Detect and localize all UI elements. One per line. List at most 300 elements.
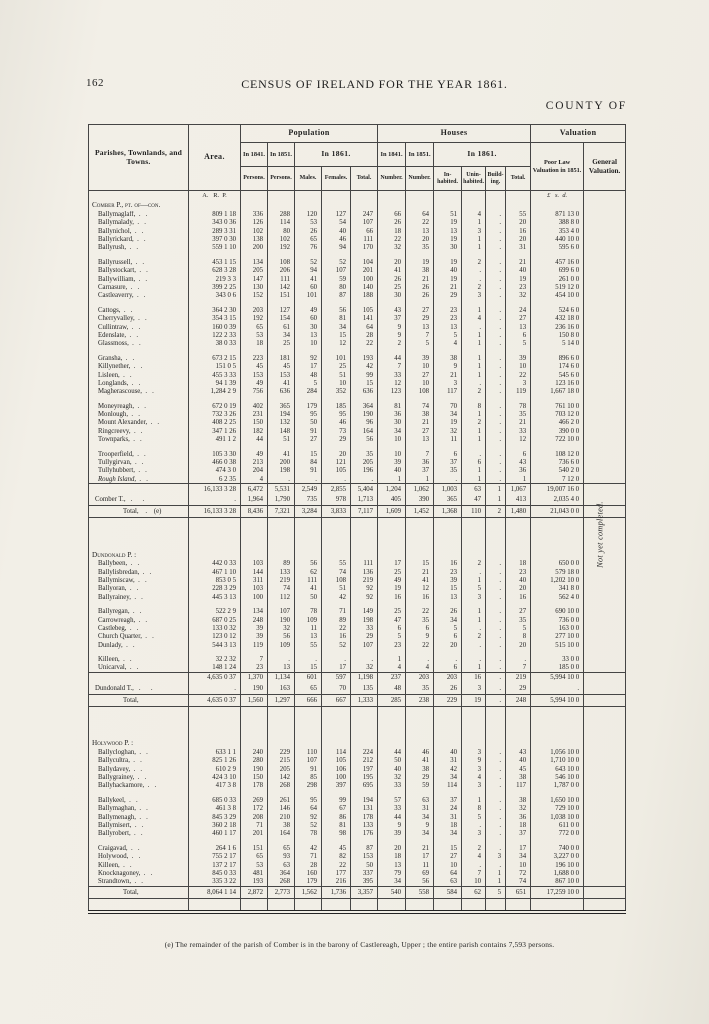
- area-cell: 219 3 3: [189, 275, 241, 283]
- units-row: [89, 191, 626, 201]
- inhabited-cell: 6: [434, 633, 462, 641]
- building-cell: .: [486, 388, 506, 396]
- building-cell: 1: [486, 870, 506, 878]
- general-valuation-cell: [584, 782, 626, 790]
- townland-name-cell: Ballywilliam, . .: [89, 275, 189, 283]
- males-cell: 28: [295, 861, 322, 869]
- pop-1851-cell: 194: [268, 411, 295, 419]
- pop-1841-cell: 119: [241, 641, 268, 649]
- pop-1851-cell: 13: [268, 664, 295, 672]
- pop-1841-cell: 23: [241, 664, 268, 672]
- males-cell: 94: [295, 267, 322, 275]
- table-row: [89, 656, 626, 664]
- poor-law-valuation-cell: 1,667 18 0: [531, 388, 584, 396]
- poor-law-valuation-cell: 519 12 0: [531, 284, 584, 292]
- building-cell: 3: [486, 853, 506, 861]
- houses-1851-cell: 38: [406, 411, 434, 419]
- poor-law-valuation-cell: 690 10 0: [531, 608, 584, 616]
- building-cell: 2: [486, 506, 506, 518]
- uninhabited-cell: 3: [462, 830, 486, 838]
- townland-name-cell: Gransha, . .: [89, 354, 189, 362]
- houses-1851-cell: 41: [406, 757, 434, 765]
- uninhabited-cell: 2: [462, 560, 486, 568]
- pop-total-cell: 1,713: [351, 495, 378, 506]
- inhabited-cell: 63: [434, 878, 462, 886]
- area-cell: 685 0 33: [189, 796, 241, 804]
- houses-1851-cell: [406, 898, 434, 912]
- pop-1841-cell: 65: [241, 853, 268, 861]
- pop-1851-cell: [268, 201, 295, 211]
- uninhabited-cell: 1: [462, 340, 486, 348]
- townland-name-cell: Ballykeel, . .: [89, 796, 189, 804]
- houses-1851-cell: 1: [406, 475, 434, 483]
- pop-1851-cell: 261: [268, 796, 295, 804]
- males-cell: 60: [295, 284, 322, 292]
- males-cell: .: [295, 475, 322, 483]
- houses-total-cell: [506, 707, 531, 739]
- pop-1841-cell: 172: [241, 805, 268, 813]
- general-valuation-cell: [584, 267, 626, 275]
- pop-1851-cell: 132: [268, 419, 295, 427]
- houses-1851-cell: 22: [406, 608, 434, 616]
- pop-1841-cell: 102: [241, 227, 268, 235]
- houses-1841-cell: 26: [378, 219, 406, 227]
- general-valuation-cell: [584, 227, 626, 235]
- total-row: [89, 506, 626, 518]
- houses-1851-cell: 27: [406, 427, 434, 435]
- poor-law-valuation-cell: 761 10 0: [531, 402, 584, 410]
- houses-total-cell: [506, 898, 531, 912]
- houses-total-cell: 1: [506, 475, 531, 483]
- pop-1851-cell: 181: [268, 354, 295, 362]
- general-valuation-cell: [584, 211, 626, 219]
- poor-law-valuation-cell: 540 2 0: [531, 467, 584, 475]
- pop-total-cell: 107: [351, 219, 378, 227]
- pop-1841-cell: 269: [241, 796, 268, 804]
- table-row: [89, 782, 626, 790]
- pop-total-cell: .: [351, 475, 378, 483]
- poor-law-valuation-cell: 867 10 0: [531, 878, 584, 886]
- general-valuation-cell: [584, 340, 626, 348]
- houses-1841-cell: 20: [378, 258, 406, 266]
- inhabited-cell: 26: [434, 608, 462, 616]
- pop-total-cell: 153: [351, 853, 378, 861]
- pop-1841-cell: 147: [241, 275, 268, 283]
- header-group-population: Population: [241, 125, 378, 143]
- table-row: [89, 796, 626, 804]
- houses-1841-cell: 19: [378, 585, 406, 593]
- table-row: [89, 822, 626, 830]
- inhabited-cell: 9: [434, 363, 462, 371]
- houses-1841-cell: 6: [378, 625, 406, 633]
- poor-law-valuation-cell: 2,035 4 0: [531, 495, 584, 506]
- males-cell: 84: [295, 459, 322, 467]
- townland-name-cell: Unicarval, . .: [89, 664, 189, 672]
- houses-1851-cell: 39: [406, 354, 434, 362]
- townland-name-cell: Ballymaghan, . .: [89, 805, 189, 813]
- header-houses-1851: In 1851.: [406, 143, 434, 167]
- females-cell: 3,833: [322, 506, 351, 518]
- general-valuation-cell: [584, 813, 626, 821]
- pop-1851-cell: 142: [268, 774, 295, 782]
- area-cell: 94 1 39: [189, 380, 241, 388]
- table-row: [89, 436, 626, 444]
- header-general-valuation: General Valuation.: [584, 143, 626, 191]
- pop-1841-cell: 39: [241, 625, 268, 633]
- uninhabited-cell: [462, 201, 486, 211]
- building-cell: .: [486, 419, 506, 427]
- houses-1841-cell: 25: [378, 284, 406, 292]
- town-row: [89, 495, 626, 506]
- pop-1841-cell: 203: [241, 306, 268, 314]
- females-cell: 16: [322, 633, 351, 641]
- building-cell: .: [486, 664, 506, 672]
- building-cell: .: [486, 340, 506, 348]
- table-row: [89, 475, 626, 483]
- houses-total-cell: 72: [506, 870, 531, 878]
- townland-name-cell: Dunlady, . .: [89, 641, 189, 649]
- females-cell: [322, 191, 351, 201]
- pop-total-cell: 195: [351, 774, 378, 782]
- area-cell: 544 3 13: [189, 641, 241, 649]
- uninhabited-cell: .: [462, 656, 486, 664]
- table-row: [89, 633, 626, 641]
- uninhabited-cell: 110: [462, 506, 486, 518]
- pop-1841-cell: 2,872: [241, 886, 268, 898]
- females-cell: 99: [322, 796, 351, 804]
- area-cell: 6 2 35: [189, 475, 241, 483]
- females-cell: 51: [322, 585, 351, 593]
- inhabited-cell: 117: [434, 388, 462, 396]
- building-cell: .: [486, 805, 506, 813]
- area-cell: 466 0 38: [189, 459, 241, 467]
- uninhabited-cell: 5: [462, 585, 486, 593]
- females-cell: 12: [322, 340, 351, 348]
- males-cell: 101: [295, 292, 322, 300]
- general-valuation-cell: [584, 284, 626, 292]
- pop-1841-cell: [241, 518, 268, 550]
- houses-total-cell: 23: [506, 284, 531, 292]
- header-pop-1851: In 1851.: [268, 143, 295, 167]
- area-cell: 455 3 33: [189, 371, 241, 379]
- houses-total-cell: 27: [506, 315, 531, 323]
- females-cell: 2,855: [322, 484, 351, 495]
- pop-1841-cell: 6,472: [241, 484, 268, 495]
- townland-name-cell: Ballyrussell, . .: [89, 258, 189, 266]
- houses-1841-cell: 18: [378, 853, 406, 861]
- poor-law-valuation-cell: .: [531, 684, 584, 695]
- houses-total-cell: 117: [506, 782, 531, 790]
- uninhabited-cell: 1: [462, 244, 486, 252]
- general-valuation-cell: [584, 191, 626, 201]
- pop-1851-cell: 200: [268, 459, 295, 467]
- pop-1851-cell: 636: [268, 388, 295, 396]
- inhabited-cell: 11: [434, 436, 462, 444]
- houses-1851-cell: 17: [406, 853, 434, 861]
- townland-name-cell: Monlough, . .: [89, 411, 189, 419]
- males-cell: 65: [295, 236, 322, 244]
- area-cell: 559 1 10: [189, 244, 241, 252]
- poor-law-valuation-cell: 108 12 0: [531, 450, 584, 458]
- houses-1851-cell: 7: [406, 332, 434, 340]
- houses-1841-cell: 32: [378, 774, 406, 782]
- pop-1851-cell: 133: [268, 568, 295, 576]
- pop-total-cell: 140: [351, 284, 378, 292]
- males-cell: [295, 201, 322, 211]
- pop-total-cell: 107: [351, 641, 378, 649]
- area-cell: 845 0 33: [189, 870, 241, 878]
- uninhabited-cell: 9: [462, 757, 486, 765]
- houses-1841-cell: 43: [378, 306, 406, 314]
- pop-1851-cell: 142: [268, 284, 295, 292]
- general-valuation-cell: [584, 323, 626, 331]
- pop-1841-cell: 182: [241, 427, 268, 435]
- females-cell: 94: [322, 244, 351, 252]
- houses-1841-cell: 123: [378, 388, 406, 396]
- houses-1851-cell: 22: [406, 641, 434, 649]
- houses-total-cell: 23: [506, 568, 531, 576]
- pop-1841-cell: 193: [241, 878, 268, 886]
- table-row: [89, 813, 626, 821]
- general-valuation-cell: [584, 363, 626, 371]
- building-cell: .: [486, 380, 506, 388]
- houses-1841-cell: 44: [378, 813, 406, 821]
- general-valuation-cell: [584, 292, 626, 300]
- houses-total-cell: 45: [506, 765, 531, 773]
- general-valuation-cell: [584, 436, 626, 444]
- houses-1851-cell: 7: [406, 450, 434, 458]
- males-cell: 55: [295, 641, 322, 649]
- houses-total-cell: 36: [506, 467, 531, 475]
- uninhabited-cell: 4: [462, 211, 486, 219]
- header-females: Females.: [322, 167, 351, 191]
- townland-name-cell: Ballymenagh, . .: [89, 813, 189, 821]
- houses-1851-cell: 1,452: [406, 506, 434, 518]
- inhabited-cell: 21: [434, 371, 462, 379]
- houses-1841-cell: 18: [378, 227, 406, 235]
- subtotal-row: [89, 484, 626, 495]
- general-valuation-cell: [584, 822, 626, 830]
- pop-total-cell: 135: [351, 684, 378, 695]
- header-total-population: Total.: [351, 167, 378, 191]
- pop-total-cell: 1,333: [351, 695, 378, 707]
- general-valuation-cell: [584, 371, 626, 379]
- inhabited-cell: 37: [434, 796, 462, 804]
- pop-1851-cell: 210: [268, 813, 295, 821]
- houses-1841-cell: 5: [378, 633, 406, 641]
- table-row: [89, 459, 626, 467]
- females-cell: [322, 550, 351, 560]
- males-cell: 10: [295, 340, 322, 348]
- females-cell: 74: [322, 568, 351, 576]
- pop-1841-cell: 280: [241, 757, 268, 765]
- townland-name-cell: Total,: [89, 695, 189, 707]
- pop-1851-cell: 38: [268, 822, 295, 830]
- houses-1841-cell: 16: [378, 593, 406, 601]
- uninhabited-cell: 1: [462, 363, 486, 371]
- pop-1841-cell: 192: [241, 315, 268, 323]
- pop-1841-cell: 200: [241, 244, 268, 252]
- townland-name-cell: Total, . (e): [89, 506, 189, 518]
- pop-1851-cell: 2,773: [268, 886, 295, 898]
- houses-1841-cell: 405: [378, 495, 406, 506]
- pop-total-cell: 92: [351, 593, 378, 601]
- houses-1841-cell: [378, 518, 406, 550]
- table-row: [89, 608, 626, 616]
- pop-total-cell: .: [351, 656, 378, 664]
- houses-total-cell: 16: [506, 227, 531, 235]
- houses-1851-cell: 26: [406, 292, 434, 300]
- houses-1841-cell: 32: [378, 244, 406, 252]
- houses-total-cell: [506, 739, 531, 749]
- females-cell: 46: [322, 419, 351, 427]
- pop-1851-cell: 206: [268, 267, 295, 275]
- houses-1841-cell: [378, 550, 406, 560]
- houses-1841-cell: 1,609: [378, 506, 406, 518]
- houses-total-cell: 21: [506, 419, 531, 427]
- uninhabited-cell: 1: [462, 219, 486, 227]
- parish-heading-row: [89, 739, 626, 749]
- pop-1841-cell: 150: [241, 419, 268, 427]
- pop-total-cell: 64: [351, 323, 378, 331]
- houses-1841-cell: 47: [378, 616, 406, 624]
- males-cell: 92: [295, 354, 322, 362]
- pop-1841-cell: 138: [241, 236, 268, 244]
- males-cell: 50: [295, 419, 322, 427]
- houses-1841-cell: 285: [378, 695, 406, 707]
- pop-1851-cell: 215: [268, 757, 295, 765]
- townland-name-cell: Ballymisert, . .: [89, 822, 189, 830]
- uninhabited-cell: 2: [462, 388, 486, 396]
- townland-name-cell: Glassmoss, . .: [89, 340, 189, 348]
- males-cell: 64: [295, 805, 322, 813]
- males-cell: [295, 518, 322, 550]
- pop-total-cell: 22: [351, 340, 378, 348]
- houses-1851-cell: 36: [406, 459, 434, 467]
- building-cell: [486, 191, 506, 201]
- area-cell: 397 0 30: [189, 236, 241, 244]
- area-cell: 399 2 25: [189, 284, 241, 292]
- pop-total-cell: 395: [351, 878, 378, 886]
- pop-1851-cell: 164: [268, 830, 295, 838]
- houses-1851-cell: 21: [406, 419, 434, 427]
- table-row: [89, 402, 626, 410]
- houses-1851-cell: 6: [406, 625, 434, 633]
- header-row-groups: [89, 125, 626, 143]
- poor-law-valuation-cell: 19,007 16 0: [531, 484, 584, 495]
- poor-law-valuation-cell: 896 6 0: [531, 354, 584, 362]
- building-cell: .: [486, 371, 506, 379]
- houses-1841-cell: 9: [378, 332, 406, 340]
- males-cell: 65: [295, 684, 322, 695]
- building-cell: .: [486, 244, 506, 252]
- general-valuation-cell: [584, 664, 626, 672]
- pop-total-cell: 219: [351, 577, 378, 585]
- table-row: [89, 211, 626, 219]
- poor-law-valuation-cell: 699 6 0: [531, 267, 584, 275]
- uninhabited-cell: 47: [462, 495, 486, 506]
- pop-1841-cell: 103: [241, 585, 268, 593]
- houses-1841-cell: 44: [378, 749, 406, 757]
- building-cell: .: [486, 749, 506, 757]
- subtotal-row: [89, 673, 626, 684]
- building-cell: .: [486, 211, 506, 219]
- building-cell: .: [486, 616, 506, 624]
- inhabited-cell: 34: [434, 774, 462, 782]
- houses-total-cell: 29: [506, 684, 531, 695]
- pop-1841-cell: 231: [241, 411, 268, 419]
- table-row: [89, 284, 626, 292]
- table-row: [89, 585, 626, 593]
- pop-1851-cell: [268, 518, 295, 550]
- header-number-1851: Number.: [406, 167, 434, 191]
- building-cell: .: [486, 641, 506, 649]
- pop-1851-cell: 45: [268, 363, 295, 371]
- uninhabited-cell: 1: [462, 436, 486, 444]
- pop-1841-cell: 201: [241, 830, 268, 838]
- houses-total-cell: .: [506, 656, 531, 664]
- area-cell: 522 2 9: [189, 608, 241, 616]
- houses-total-cell: 78: [506, 402, 531, 410]
- houses-1851-cell: 26: [406, 284, 434, 292]
- pop-total-cell: [351, 550, 378, 560]
- pop-1851-cell: 190: [268, 616, 295, 624]
- females-cell: 106: [322, 765, 351, 773]
- pop-total-cell: 5,404: [351, 484, 378, 495]
- houses-1851-cell: 56: [406, 878, 434, 886]
- townland-name-cell: Trooperfield, . .: [89, 450, 189, 458]
- poor-law-valuation-cell: 643 10 0: [531, 765, 584, 773]
- building-cell: [486, 201, 506, 211]
- poor-law-valuation-cell: [531, 707, 584, 739]
- males-cell: 160: [295, 870, 322, 878]
- houses-total-cell: 32: [506, 805, 531, 813]
- general-valuation-cell: [584, 749, 626, 757]
- page-number: 162: [86, 77, 104, 89]
- building-cell: .: [486, 354, 506, 362]
- inhabited-cell: 23: [434, 306, 462, 314]
- poor-law-valuation-cell: 440 10 0: [531, 236, 584, 244]
- townland-name-cell: Ballyrush, . .: [89, 244, 189, 252]
- table-row: [89, 411, 626, 419]
- houses-1841-cell: 36: [378, 411, 406, 419]
- houses-total-cell: 40: [506, 267, 531, 275]
- header-persons-1851: Persons.: [268, 167, 295, 191]
- poor-law-valuation-cell: 524 6 0: [531, 306, 584, 314]
- males-cell: 52: [295, 822, 322, 830]
- poor-law-valuation-cell: 703 12 0: [531, 411, 584, 419]
- females-cell: 82: [322, 853, 351, 861]
- inhabited-cell: 13: [434, 323, 462, 331]
- pop-1841-cell: 240: [241, 749, 268, 757]
- houses-1841-cell: 10: [378, 450, 406, 458]
- poor-law-valuation-cell: 390 0 0: [531, 427, 584, 435]
- poor-law-valuation-cell: 740 0 0: [531, 844, 584, 852]
- townland-name-cell: Dundonald P. :: [89, 550, 189, 560]
- males-cell: 3,284: [295, 506, 322, 518]
- inhabited-cell: 35: [434, 467, 462, 475]
- inhabited-cell: [434, 707, 462, 739]
- uninhabited-cell: [462, 739, 486, 749]
- table-row: [89, 380, 626, 388]
- table-row: [89, 388, 626, 396]
- townland-name-cell: Strandtown, . .: [89, 878, 189, 886]
- females-cell: 107: [322, 267, 351, 275]
- building-cell: .: [486, 560, 506, 568]
- inhabited-cell: 229: [434, 695, 462, 707]
- pop-total-cell: [351, 191, 378, 201]
- townland-name-cell: Killeen, . .: [89, 656, 189, 664]
